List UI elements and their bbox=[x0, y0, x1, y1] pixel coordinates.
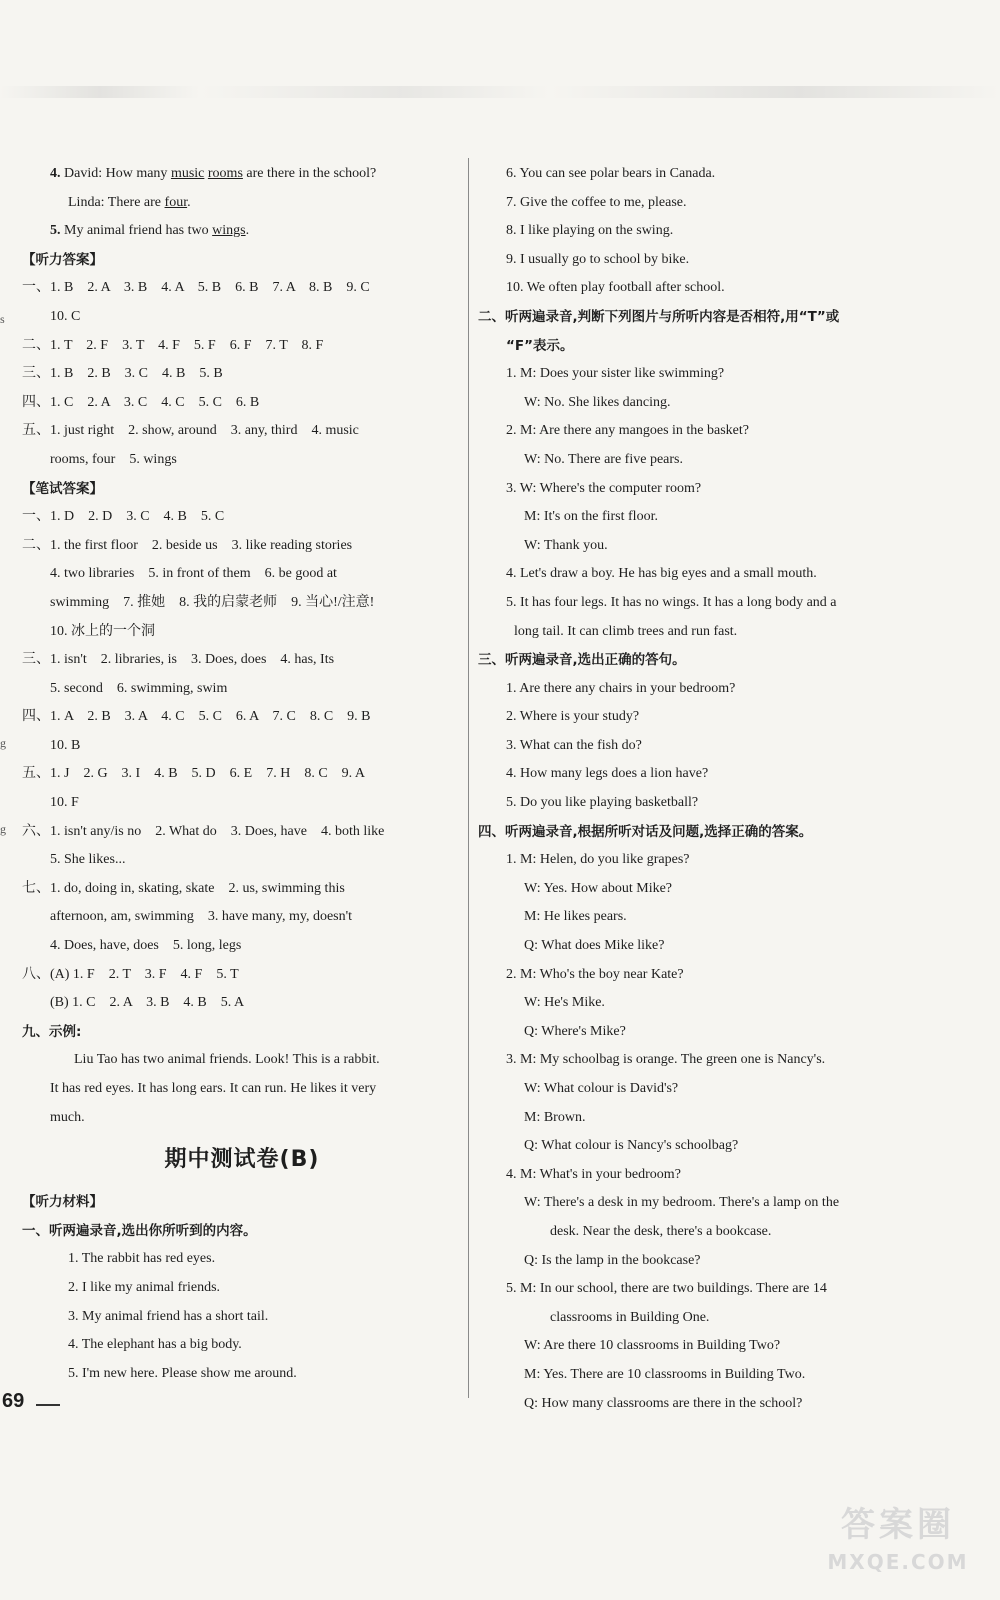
dialog-line: M: Brown. bbox=[524, 1109, 586, 1125]
list-item: 1. Are there any chairs in your bedroom? bbox=[506, 680, 736, 696]
dialog-line: M: It's on the first floor. bbox=[524, 509, 658, 525]
dialog-line: W: No. She likes dancing. bbox=[524, 394, 671, 410]
section-heading: 【听力材料】 bbox=[22, 1194, 103, 1211]
answer-line: It has red eyes. It has long ears. It can run. He likes it very bbox=[50, 1081, 377, 1096]
dialog-line: 4. M: What's in your bedroom? bbox=[506, 1166, 681, 1182]
list-item: 8. I like playing on the swing. bbox=[506, 223, 674, 239]
part-heading: 二、听两遍录音,判断下列图片与所听内容是否相符,用“T”或 bbox=[478, 308, 840, 325]
edge-mark: g bbox=[0, 736, 6, 750]
dialog-line: W: No. There are five pears. bbox=[524, 451, 683, 467]
list-item: 3. What can the fish do? bbox=[506, 737, 642, 753]
answer-line: 一、1. D 2. D 3. C 4. B 5. C bbox=[22, 509, 225, 525]
answer-line: 4. Does, have, does 5. long, legs bbox=[50, 938, 242, 954]
page-number: 69 bbox=[2, 1390, 25, 1412]
answer-line: 八、(A) 1. F 2. T 3. F 4. F 5. T bbox=[22, 966, 239, 982]
dialog-line: 3. W: Where's the computer room? bbox=[506, 480, 702, 496]
answer-line: 5. second 6. swimming, swim bbox=[50, 680, 228, 696]
answer-line: 5. She likes... bbox=[50, 852, 126, 868]
dialog-line: 1. M: Helen, do you like grapes? bbox=[506, 852, 690, 868]
edge-mark: g bbox=[0, 822, 6, 836]
watermark-logo bbox=[818, 1500, 978, 1586]
dialog-line: Q: How many classrooms are there in the school? bbox=[524, 1395, 803, 1411]
answer-line: Liu Tao has two animal friends. Look! This is a rabbit. bbox=[74, 1052, 380, 1068]
list-item: 4. The elephant has a big body. bbox=[68, 1337, 242, 1353]
answer-line: 三、1. B 2. B 3. C 4. B 5. B bbox=[22, 366, 223, 382]
answer-line: 四、1. C 2. A 3. C 4. C 5. C 6. B bbox=[22, 394, 260, 410]
answer-line: afternoon, am, swimming 3. have many, my, doesn't bbox=[50, 909, 353, 925]
dialog-line: 2. M: Who's the boy near Kate? bbox=[506, 966, 684, 982]
dialog-line: Q: What colour is Nancy's schoolbag? bbox=[524, 1138, 739, 1154]
answer-line: 一、1. B 2. A 3. B 4. A 5. B 6. B 7. A 8. B 9. C bbox=[22, 280, 370, 296]
part-heading: 三、听两遍录音,选出正确的答句。 bbox=[478, 652, 686, 669]
answer-line: 五、1. J 2. G 3. I 4. B 5. D 6. E 7. H 8. C 9. A bbox=[22, 766, 366, 782]
column-divider bbox=[468, 158, 469, 1398]
answer-line: 二、1. the first floor 2. beside us 3. like reading stories bbox=[22, 537, 353, 553]
answer-line: 九、示例: bbox=[22, 1023, 82, 1040]
left-column bbox=[22, 160, 462, 1388]
text-line: 4. David: How many music rooms are there in the school? bbox=[50, 166, 377, 181]
dialog-line: M: He likes pears. bbox=[524, 909, 627, 925]
answer-line: 五、1. just right 2. show, around 3. any, third 4. music bbox=[22, 423, 359, 439]
scan-artifact bbox=[0, 86, 1000, 98]
section-heading: 【听力答案】 bbox=[22, 251, 103, 268]
list-item: 7. Give the coffee to me, please. bbox=[506, 194, 687, 210]
answer-line: 10. C bbox=[50, 308, 81, 324]
answer-line: swimming 7. 推她 8. 我的启蒙老师 9. 当心!/注意! bbox=[50, 594, 375, 610]
list-item: 6. You can see polar bears in Canada. bbox=[506, 166, 716, 181]
answer-line: 10. F bbox=[50, 795, 79, 811]
list-item: 5. Do you like playing basketball? bbox=[506, 795, 699, 811]
edge-mark: s bbox=[0, 312, 5, 326]
list-item: 2. I like my animal friends. bbox=[68, 1279, 221, 1295]
dialog-line: long tail. It can climb trees and run fast. bbox=[514, 623, 738, 639]
dialog-line: desk. Near the desk, there's a bookcase. bbox=[550, 1223, 772, 1239]
dialog-line: 5. M: In our school, there are two buildings. There are 14 bbox=[506, 1281, 827, 1297]
dialog-line: classrooms in Building One. bbox=[550, 1309, 710, 1325]
answer-line: 三、1. isn't 2. libraries, is 3. Does, does 4. has, Its bbox=[22, 652, 335, 668]
dialog-line: Q: What does Mike like? bbox=[524, 938, 665, 954]
answer-line: 七、1. do, doing in, skating, skate 2. us, swimming this bbox=[22, 880, 345, 896]
dialog-line: 4. Let's draw a boy. He has big eyes and a small mouth. bbox=[506, 566, 817, 582]
dialog-line: W: There's a desk in my bedroom. There's a lamp on the bbox=[524, 1195, 840, 1211]
section-heading: 【笔试答案】 bbox=[22, 480, 103, 497]
dialog-line: W: Thank you. bbox=[524, 537, 608, 553]
list-item: 3. My animal friend has a short tail. bbox=[68, 1308, 269, 1324]
answer-line: 二、1. T 2. F 3. T 4. F 5. F 6. F 7. T 8. F bbox=[22, 337, 324, 353]
dialog-line: 5. It has four legs. It has no wings. It has a long body and a bbox=[506, 594, 837, 610]
answer-line: rooms, four 5. wings bbox=[50, 451, 177, 467]
dialog-line: 2. M: Are there any mangoes in the basket? bbox=[506, 423, 749, 439]
list-item: 4. How many legs does a lion have? bbox=[506, 766, 709, 782]
part-heading: 一、听两遍录音,选出你所听到的内容。 bbox=[22, 1222, 257, 1239]
watermark-url: MXQE.COM bbox=[827, 1550, 969, 1574]
section-title: 期中测试卷(B) bbox=[164, 1147, 320, 1173]
dialog-line: Q: Is the lamp in the bookcase? bbox=[524, 1252, 701, 1268]
dialog-line: W: Yes. How about Mike? bbox=[524, 880, 673, 896]
list-item: 2. Where is your study? bbox=[506, 709, 640, 725]
list-item: 9. I usually go to school by bike. bbox=[506, 251, 690, 267]
dialog-line: W: He's Mike. bbox=[524, 995, 605, 1011]
page-number-rule bbox=[36, 1404, 60, 1406]
dialog-line: W: Are there 10 classrooms in Building Two? bbox=[524, 1338, 781, 1354]
dialog-line: 3. M: My schoolbag is orange. The green one is Nancy's. bbox=[506, 1052, 826, 1068]
answer-line: 10. B bbox=[50, 737, 81, 753]
list-item: 5. I'm new here. Please show me around. bbox=[68, 1365, 297, 1381]
part-heading: 四、听两遍录音,根据所听对话及问题,选择正确的答案。 bbox=[478, 823, 813, 840]
answer-line: 10. 冰上的一个洞 bbox=[50, 623, 155, 639]
list-item: 10. We often play football after school. bbox=[506, 280, 725, 296]
answer-line: (B) 1. C 2. A 3. B 4. B 5. A bbox=[50, 995, 245, 1011]
answer-line: 四、1. A 2. B 3. A 4. C 5. C 6. A 7. C 8. C 9. B bbox=[22, 709, 371, 725]
watermark-text: 答案圈 bbox=[841, 1505, 955, 1545]
right-column bbox=[478, 160, 918, 1418]
answer-line: 六、1. isn't any/is no 2. What do 3. Does, have 4. both like bbox=[22, 823, 385, 839]
list-item: 1. The rabbit has red eyes. bbox=[68, 1251, 216, 1267]
dialog-line: 1. M: Does your sister like swimming? bbox=[506, 366, 725, 382]
text-line: 5. My animal friend has two wings. bbox=[50, 223, 250, 239]
answer-line: much. bbox=[50, 1109, 85, 1125]
dialog-line: Q: Where's Mike? bbox=[524, 1023, 626, 1039]
dialog-line: M: Yes. There are 10 classrooms in Building Two. bbox=[524, 1366, 806, 1382]
dialog-line: W: What colour is David's? bbox=[524, 1081, 679, 1096]
part-heading: “F”表示。 bbox=[506, 337, 574, 354]
answer-line: 4. two libraries 5. in front of them 6. be good at bbox=[50, 566, 337, 582]
text-line: Linda: There are four. bbox=[68, 194, 191, 210]
